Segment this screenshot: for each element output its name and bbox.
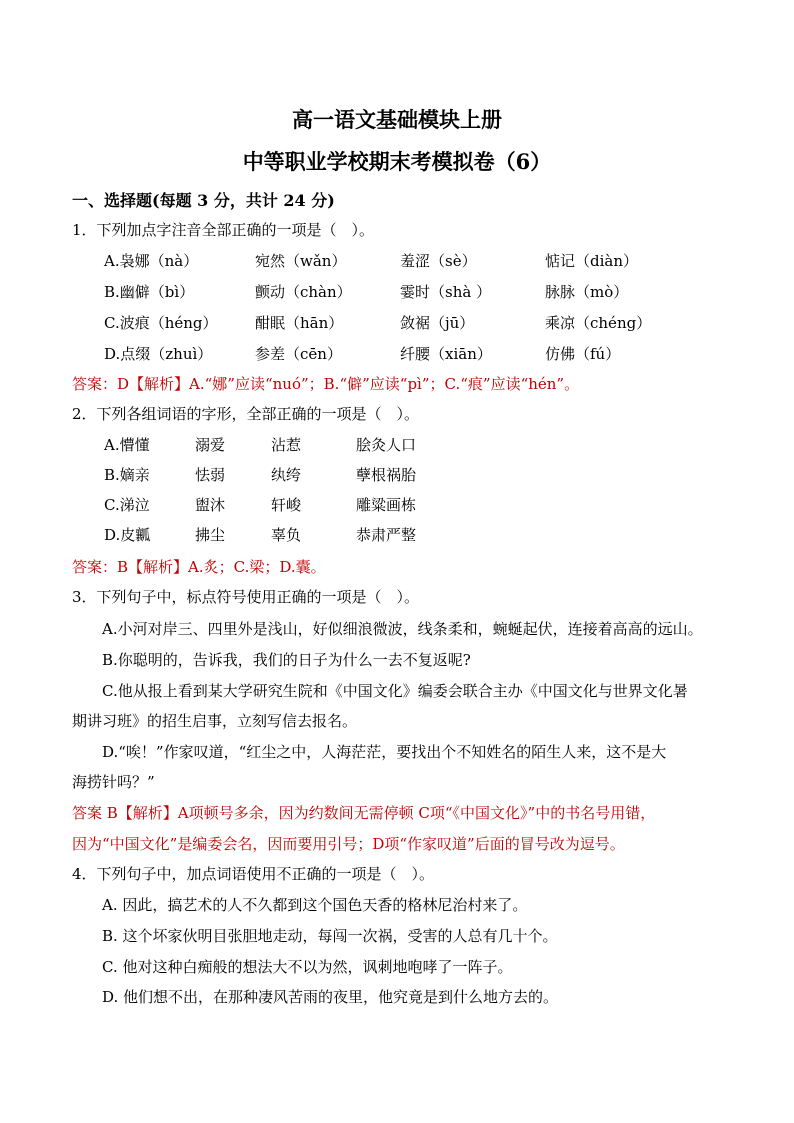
question-1-option-d-item-2: 参差（cēn） xyxy=(255,345,342,363)
question-2-option-a-item-2: 溺爱 xyxy=(195,436,226,454)
question-2-option-d-item-2: 拂尘 xyxy=(195,526,226,544)
question-4-option-a: A. 因此，搞艺术的人不久都到这个国色天香的格林尼治村来了。 xyxy=(102,896,528,914)
question-2-stem: 2．下列各组词语的字形，全部正确的一项是（ ）。 xyxy=(72,405,420,423)
question-1-option-b-item-3: 霎时（shà ） xyxy=(400,283,492,301)
question-3-option-d-line2: 海捞针吗？” xyxy=(72,773,155,791)
question-1-option-d-item-4: 仿佛（fú） xyxy=(545,345,621,363)
question-2-option-d-item-3: 辜负 xyxy=(271,526,302,544)
question-1-option-a-item-4: 惦记（diàn） xyxy=(545,252,639,270)
question-4-option-b: B. 这个坏家伙明目张胆地走动，每闯一次祸，受害的人总有几十个。 xyxy=(102,927,558,945)
question-1-option-b-item-2: 颤动（chàn） xyxy=(255,283,352,301)
question-1-option-a-item-3: 羞涩（sè） xyxy=(400,252,477,270)
question-2-option-b-item-4: 孽根祸胎 xyxy=(356,466,417,484)
question-2-option-d-item-4: 恭肃严整 xyxy=(356,526,417,544)
question-1-option-b-item-4: 脉脉（mò） xyxy=(545,283,629,301)
question-2-option-b-item-3: 纨绔 xyxy=(271,466,302,484)
question-2-option-c-item-4: 雕粱画栋 xyxy=(356,496,417,514)
question-3-answer-line1: 答案 B【解析】A项顿号多余，因为约数间无需停顿 C项“《中国文化》”中的书名号用错， xyxy=(72,804,656,822)
question-3-option-b: B.你聪明的，告诉我，我们的日子为什么一去不复返呢? xyxy=(102,651,471,669)
question-3-answer-line2: 因为“中国文化”是编委会名，因而要用引号；D项“作家叹道”后面的冒号改为逗号。 xyxy=(72,835,625,853)
question-1-option-c-item-2: 酣眠（hān） xyxy=(255,314,344,332)
question-2-answer: 答案：B【解析】A.炙；C.梁；D.囊。 xyxy=(72,558,326,576)
question-3-option-a: A.小河对岸三、四里外是浅山，好似细浪微波，线条柔和，蜿蜒起伏，连接着高高的远山。 xyxy=(102,620,703,638)
question-4-stem: 4．下列句子中，加点词语使用不正确的一项是（ ）。 xyxy=(72,865,435,883)
question-1-option-c-item-4: 乘凉（chéng） xyxy=(545,314,652,332)
question-2-option-a-item-4: 脍灸人口 xyxy=(356,436,417,454)
question-1-stem: 1．下列加点字注音全部正确的一项是（ ）。 xyxy=(72,221,375,239)
question-1-option-b-item-1: B.幽僻（bì） xyxy=(104,283,195,301)
question-2-option-c-item-2: 盥沐 xyxy=(195,496,226,514)
question-2-option-a-item-1: A.懵懂 xyxy=(104,436,150,454)
question-1-option-c-item-1: C.波痕（héng） xyxy=(104,314,218,332)
question-1-option-a-item-2: 宛然（wǎn） xyxy=(255,252,347,270)
question-2-option-c-item-3: 轩峻 xyxy=(271,496,302,514)
question-3-option-d-line1: D.“唉！”作家叹道，“红尘之中，人海茫茫，要找出个不知姓名的陌生人来，这不是大 xyxy=(102,743,667,761)
question-1-option-d-item-3: 纤腰（xiān） xyxy=(400,345,492,363)
question-4-option-c: C. 他对这种白痴般的想法大不以为然，讽刺地咆哮了一阵子。 xyxy=(102,958,513,976)
question-2-option-c-item-1: C.涕泣 xyxy=(104,496,150,514)
question-1-option-d-item-1: D.点缀（zhuì） xyxy=(104,345,213,363)
question-4-option-d: D. 他们想不出，在那种凄风苦雨的夜里，他究竟是到什么地方去的。 xyxy=(102,988,559,1006)
document-title: 高一语文基础模块上册 xyxy=(292,107,502,132)
question-2-option-b-item-2: 怯弱 xyxy=(195,466,226,484)
question-2-option-a-item-3: 沾惹 xyxy=(271,436,302,454)
question-2-option-b-item-1: B.嫡亲 xyxy=(104,466,150,484)
question-3-option-c-line2: 期讲习班》的招生启事，立刻写信去报名。 xyxy=(72,712,358,730)
question-3-stem: 3．下列句子中，标点符号使用正确的一项是（ ）。 xyxy=(72,588,420,606)
question-1-answer: 答案：D【解析】A.“娜”应读“nuó”；B.“僻”应读“pì”；C.“痕”应读“hén”。 xyxy=(72,375,580,393)
question-1-option-a-item-1: A.袅娜（nà） xyxy=(104,252,199,270)
question-3-option-c-line1: C.他从报上看到某大学研究生院和《中国文化》编委会联合主办《中国文化与世界文化暑 xyxy=(102,682,688,700)
section-heading: 一、选择题(每题 3 分，共计 24 分) xyxy=(72,191,335,210)
question-2-option-d-item-1: D.皮瓤 xyxy=(104,526,151,544)
question-1-option-c-item-3: 敛裾（jū） xyxy=(400,314,475,332)
document-subtitle: 中等职业学校期末考模拟卷（6） xyxy=(242,149,552,174)
